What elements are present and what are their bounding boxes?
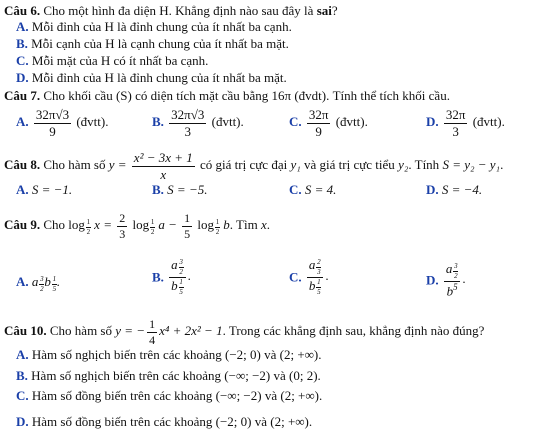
log-base: $\frac{1}{2}$ [86,217,91,236]
denominator: x [160,166,167,182]
q9-option-label: C. [289,269,302,285]
q10-option-c[interactable] [16,389,322,402]
q9-ask: . Tìm [229,217,258,233]
q8-y2: y₂ [398,157,409,173]
numerator: x² − 3x + 1 [133,150,193,165]
q7-option-fraction [444,108,468,138]
numerator: 32π√3 [171,107,205,122]
q9-log-2 [132,217,155,236]
q7-option-d[interactable] [426,108,505,138]
q10-post: . Trong các khẳng định sau, khẳng định nào đúng? [222,323,485,339]
q7-option-b[interactable] [152,108,244,138]
q9-option-label: A. [16,274,29,289]
q6-option-c[interactable] [16,54,208,67]
q7-option-label: B. [152,114,164,130]
q10-title: Câu 10. [4,323,47,339]
q10-option-label: B. [16,368,28,383]
q10-option-b[interactable] [16,369,321,382]
q10-option-text: Hàm số đồng biến trên các khoảng (−∞; −2) và (2; +∞). [31,388,323,403]
q8-title: Câu 8. [4,157,41,173]
q9-dot: . [266,217,270,233]
denominator: 4 [149,332,156,347]
denominator: 3 [184,123,192,139]
q9-title: Câu 9. [4,217,41,233]
log-base: $\frac{1}{2}$ [215,217,220,236]
q8-option-text: S = 4. [304,182,337,197]
q8-option-label: A. [16,182,29,197]
q7-option-label: D. [426,114,439,130]
q8-option-text: S = −1. [31,182,73,197]
q9-option-expression: a $\frac{3}{2}$ b $\frac{1}{5}$ . [31,274,61,293]
q9-x-eq: x = [94,217,112,233]
q8-option-a[interactable] [16,183,72,196]
log-word: log [132,217,150,233]
numerator: 1 [184,211,191,225]
q8-mid: có giá trị cực đại [200,157,288,173]
q6-option-a[interactable] [16,20,292,33]
q9-b: b [223,217,230,233]
q8-option-label: C. [289,182,302,197]
numerator: 32π [308,107,329,122]
q10-option-text: Hàm số nghịch biến trên các khoảng (−∞; −2) và (0; 2). [31,368,321,383]
q6-qmark: ? [331,3,338,18]
q10-fn-a: y = − [115,323,146,339]
denominator: 3 [452,123,459,139]
log-word: log [68,217,85,233]
q8-function-fraction [132,151,195,181]
q10-option-d[interactable] [16,415,312,428]
denominator: 5 [184,226,191,241]
q7-unit: (đvtt). [335,114,368,130]
q6-option-b[interactable] [16,37,289,50]
numerator: 32π [445,107,466,122]
q10-option-text: Hàm số nghịch biến trên các khoảng (−2; 0) và (2; +∞). [31,347,322,362]
q6-option-label: B. [16,36,28,51]
q9-option-c[interactable]: C. a $\frac{2}{3}$ b $\frac{1}{5}$ . [289,257,329,297]
q8-option-text: S = −5. [167,182,208,197]
log-base: $\frac{1}{2}$ [150,217,155,236]
q6-option-text: Mỗi cạnh của H là cạnh chung của ít nhất ba mặt. [31,36,289,51]
q7-unit: (đvtt). [76,114,109,130]
q10-fn-b: x⁴ + 2x² − 1 [159,323,223,339]
q6-sai: sai [316,3,332,18]
log-word: log [197,217,214,233]
q8-option-label: D. [426,182,439,197]
numerator: 32π√3 [35,107,70,122]
q6-option-label: C. [16,53,29,68]
q8-option-d[interactable] [426,183,482,196]
q9-log-3 [197,217,220,236]
q9-a-minus: a − [158,217,177,233]
q7-option-fraction [169,108,206,138]
q6-option-label: D. [16,70,29,85]
q9-x: x [260,217,267,233]
q9-pre: Cho [43,217,66,233]
q9-option-expression: a $\frac{3}{2}$ $b^5$ [444,262,461,298]
q10-fn-coef [147,318,157,346]
q8-question [4,151,503,181]
q7-option-a[interactable] [16,108,108,138]
q7-option-c[interactable] [289,108,368,138]
numerator: 1 [149,317,156,331]
numerator: 2 [119,211,126,225]
denominator: 3 [119,226,126,241]
q9-question [4,212,270,240]
q8-option-b[interactable] [152,183,207,196]
q9-log-1 [68,217,91,236]
q7-unit: (đvtt). [211,114,244,130]
q7-text: Cho khối cầu (S) có diện tích mặt cầu bằng 16π (đvdt). Tính thể tích khối cầu. [43,88,450,103]
q9-coef-2 [182,212,192,240]
q8-option-label: B. [152,182,164,197]
q9-option-expression: a $\frac{3}{2}$ b $\frac{1}{5}$ [169,258,186,296]
q6-option-label: A. [16,19,29,34]
denominator: 9 [49,123,56,139]
q8-ask: . Tính [408,157,440,173]
q7-title: Câu 7. [4,88,41,103]
denominator: 9 [315,123,322,139]
q8-option-c[interactable] [289,183,336,196]
q6-title: Câu 6. [4,3,41,18]
q9-option-b[interactable]: B. a $\frac{3}{2}$ b $\frac{1}{5}$ . [152,257,191,297]
q8-pre: Cho hàm số [43,157,106,173]
q8-lhs: y = [108,157,127,173]
q9-option-a[interactable] [16,275,60,293]
q10-question [4,318,484,346]
q8-expr: S = y₂ − y₁ [442,157,501,173]
q10-pre: Cho hàm số [49,323,112,339]
q10-option-label: C. [16,388,29,403]
q6-option-text: Mỗi đỉnh của H là đỉnh chung của ít nhất ba mặt. [31,70,287,85]
q7-option-label: A. [16,114,29,130]
q10-option-label: A. [16,347,29,362]
q6-option-text: Mỗi đỉnh của H là đỉnh chung của ít nhất ba cạnh. [31,19,292,34]
q9-option-d[interactable]: D. a $\frac{3}{2}$ $b^5$ . [426,261,466,298]
q7-question [4,89,450,102]
q7-option-fraction [307,108,331,138]
q6-option-text: Mỗi mặt của H có ít nhất ba cạnh. [31,53,209,68]
q9-option-label: B. [152,269,164,285]
q7-unit: (đvtt). [472,114,505,130]
q9-option-expression: a $\frac{2}{3}$ b $\frac{1}{5}$ [307,258,324,296]
q10-option-text: Hàm số đồng biến trên các khoảng (−2; 0) và (2; +∞). [31,414,313,429]
q8-option-text: S = −4. [441,182,483,197]
q8-and: và giá trị cực tiểu [304,157,395,173]
q6-text: Cho một hình đa diện H. Khẳng định nào sau đây là [43,3,317,18]
q9-option-label: D. [426,272,439,288]
q8-dot: . [500,157,504,173]
q8-y1: y₁ [290,157,301,173]
q6-option-d[interactable] [16,71,287,84]
q10-option-a[interactable] [16,348,322,361]
q9-coef-1 [117,212,127,240]
q10-option-label: D. [16,414,29,429]
q7-option-label: C. [289,114,302,130]
q7-option-fraction [34,108,71,138]
q6-question [4,4,338,17]
